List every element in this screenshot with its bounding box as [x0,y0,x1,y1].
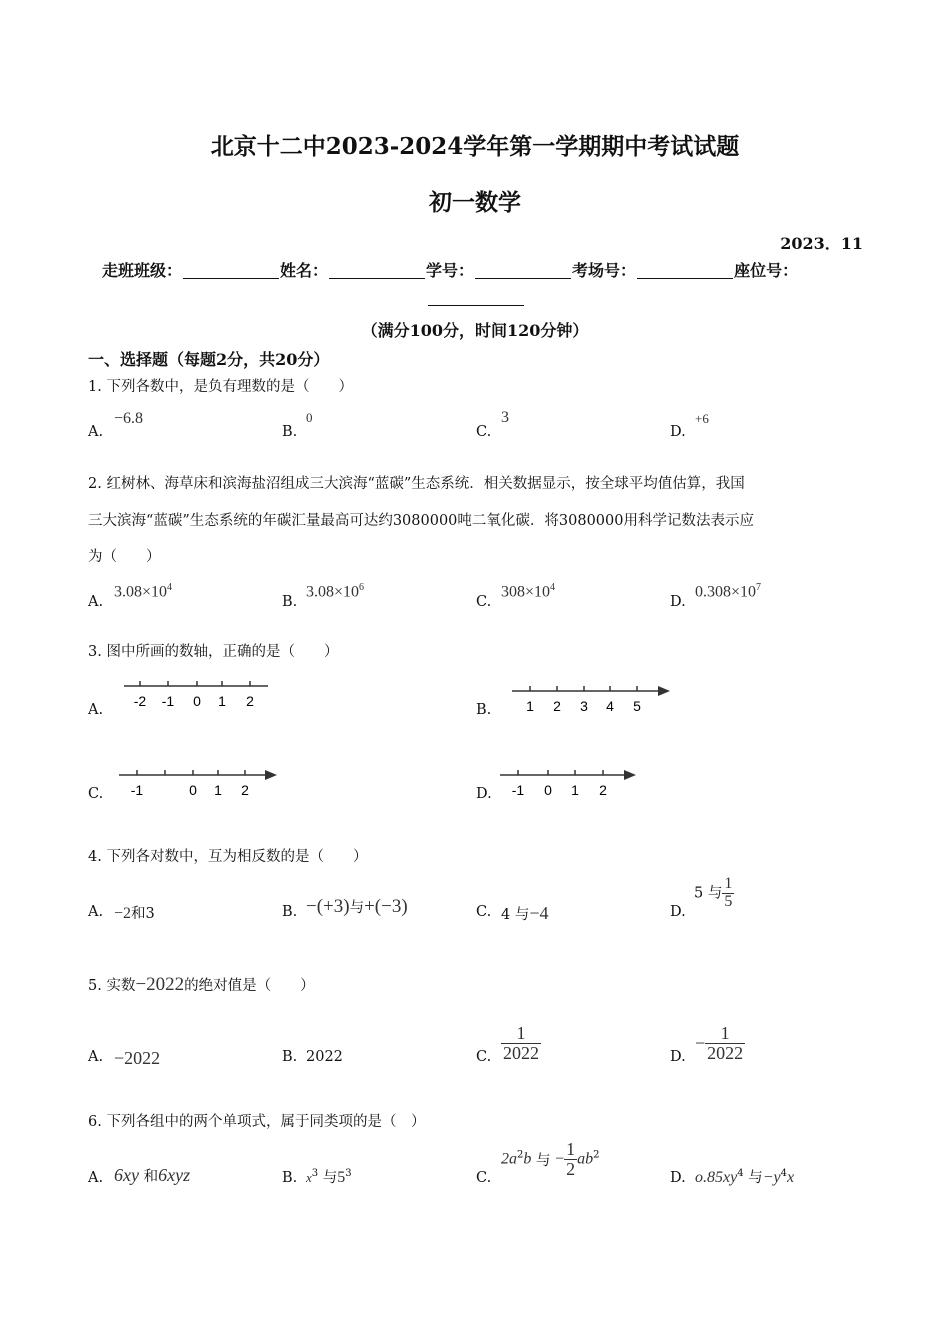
arrow-head [624,770,636,780]
q5-option-b: 2022 [306,1049,343,1065]
q6-option-b: $x^3$ 与$5^3$ [306,1168,352,1186]
field-name-blank[interactable] [329,262,425,279]
q6-label-c: C. [476,1170,492,1186]
field-room-label: 考场号： [572,261,637,280]
q6-option-a: 6xy 和6xyz [114,1165,191,1185]
q5-label-c: C. [476,1049,492,1065]
q3-label-d: D. [476,786,492,802]
field-id-label: 学号： [426,261,475,280]
tick-label: 1 [526,698,534,714]
q4-option-d: 5 与 $\frac{1}{5}$ [694,875,733,910]
arrow-head [658,686,670,696]
field-class-label: 走班班级： [102,261,183,280]
tick-label: 5 [633,698,641,714]
q1-option-b: 0 [306,410,313,425]
tick-label: 4 [606,698,614,714]
q3-numberline-d [496,765,646,805]
q1-option-c: 3 [501,409,509,426]
q3-stem: 3. 图中所画的数轴，正确的是（ ） [88,644,339,660]
tick-label: 0 [193,693,201,709]
q6-stem: 6. 下列各组中的两个单项式，属于同类项的是（ ） [88,1114,426,1130]
q1-label-d: D. [670,424,686,440]
q1-label-b: B. [282,424,298,440]
fraction: $\frac{1}{5}$ [724,875,733,910]
q2-option-c: $308\times 10^4$ [501,582,556,601]
field-seat-label: 座位号： [734,261,799,280]
field-class-blank[interactable] [183,262,279,279]
q6-label-b: B. [282,1170,298,1186]
tick-label: 2 [246,693,254,709]
field-name-label: 姓名： [280,261,329,280]
q1-label-c: C. [476,424,492,440]
field-id-blank[interactable] [475,262,571,279]
q2-label-c: C. [476,594,492,610]
q2-option-b: $3.08\times 10^6$ [306,582,365,601]
q5-option-d: − $\frac{1}{2022}$ [695,1023,744,1063]
exam-subtitle: 初一数学 [429,189,521,216]
q4-stem: 4. 下列各对数中，互为相反数的是（ ） [88,849,368,865]
q3-label-c: C. [88,786,104,802]
tick-label: 2 [241,782,249,798]
student-info-line [102,258,798,281]
score-note: （满分100分，时间120分钟） [361,321,589,340]
q5-label-d: D. [670,1049,686,1065]
q3-numberline-a [118,676,278,716]
q2-line1: 2. 红树林、海草床和滨海盐沼组成三大滨海“蓝碳”生态系统．相关数据显示，按全球平均值估算，我国 [88,476,745,492]
tick-label: 2 [553,698,561,714]
q6-option-c: $2a^2b$ 与 − $\frac{1}{2}$ $ab^2$ [501,1139,600,1179]
q4-label-b: B. [282,904,298,920]
tick-label: 3 [580,698,588,714]
q2-label-a: A. [88,594,104,610]
q4-label-d: D. [670,904,686,920]
exam-title: 北京十二中2023-2024学年第一学期期中考试试题 [210,133,740,160]
tick-label: -1 [130,782,144,798]
q5-stem: 5. 实数−2022的绝对值是（ ） [88,974,315,995]
tick-label: 2 [599,782,607,798]
q4-label-a: A. [88,904,104,920]
q6-label-d: D. [670,1170,686,1186]
q3-label-b: B. [476,702,492,718]
q6-label-a: A. [88,1170,104,1186]
q2-label-d: D. [670,594,686,610]
tick-label: 1 [571,782,579,798]
q5-label-b: B. [282,1049,298,1065]
tick-label: 0 [189,782,197,798]
section-heading: 一、选择题（每题2分，共20分） [88,350,330,369]
q3-numberline-b [508,681,678,721]
q5-option-a: −2022 [114,1048,161,1068]
q6-option-d: $o.85xy^4$ 与$-y^4x$ [695,1168,795,1186]
q4-option-a: −2和3 [114,905,155,922]
q1-option-a: −6.8 [114,410,144,427]
arrow-head [265,770,277,780]
q5-label-a: A. [88,1049,104,1065]
tick-label: 0 [544,782,552,798]
q4-label-c: C. [476,904,492,920]
q1-option-d: +6 [695,411,709,426]
q4-option-b: −(+3)与+(−3) [306,896,408,917]
q3-label-a: A. [88,702,104,718]
exam-date: 2023．11 [780,234,863,253]
tick-label: 1 [218,693,226,709]
q2-option-a: $3.08\times 10^4$ [114,582,173,601]
q1-label-a: A. [88,424,104,440]
field-seat-blank[interactable] [428,289,524,306]
q2-line3: 为（ ） [88,549,161,565]
q3-numberline-c [115,765,285,805]
tick-label: -1 [161,693,175,709]
q2-option-d: $0.308\times 10^7$ [695,582,762,601]
q4-option-c: 4 与−4 [501,903,549,923]
q2-label-b: B. [282,594,298,610]
field-room-blank[interactable] [637,262,733,279]
tick-label: 1 [214,782,222,798]
tick-label: -2 [133,693,147,709]
tick-label: -1 [511,782,525,798]
q2-line2: 三大滨海“蓝碳”生态系统的年碳汇量最高可达约3080000吨二氧化碳．将3080000用科学记数法表示应 [88,513,754,529]
q1-stem: 1. 下列各数中，是负有理数的是（ ） [88,379,353,395]
q5-option-c: $\frac{1}{2022}$ [503,1023,539,1063]
